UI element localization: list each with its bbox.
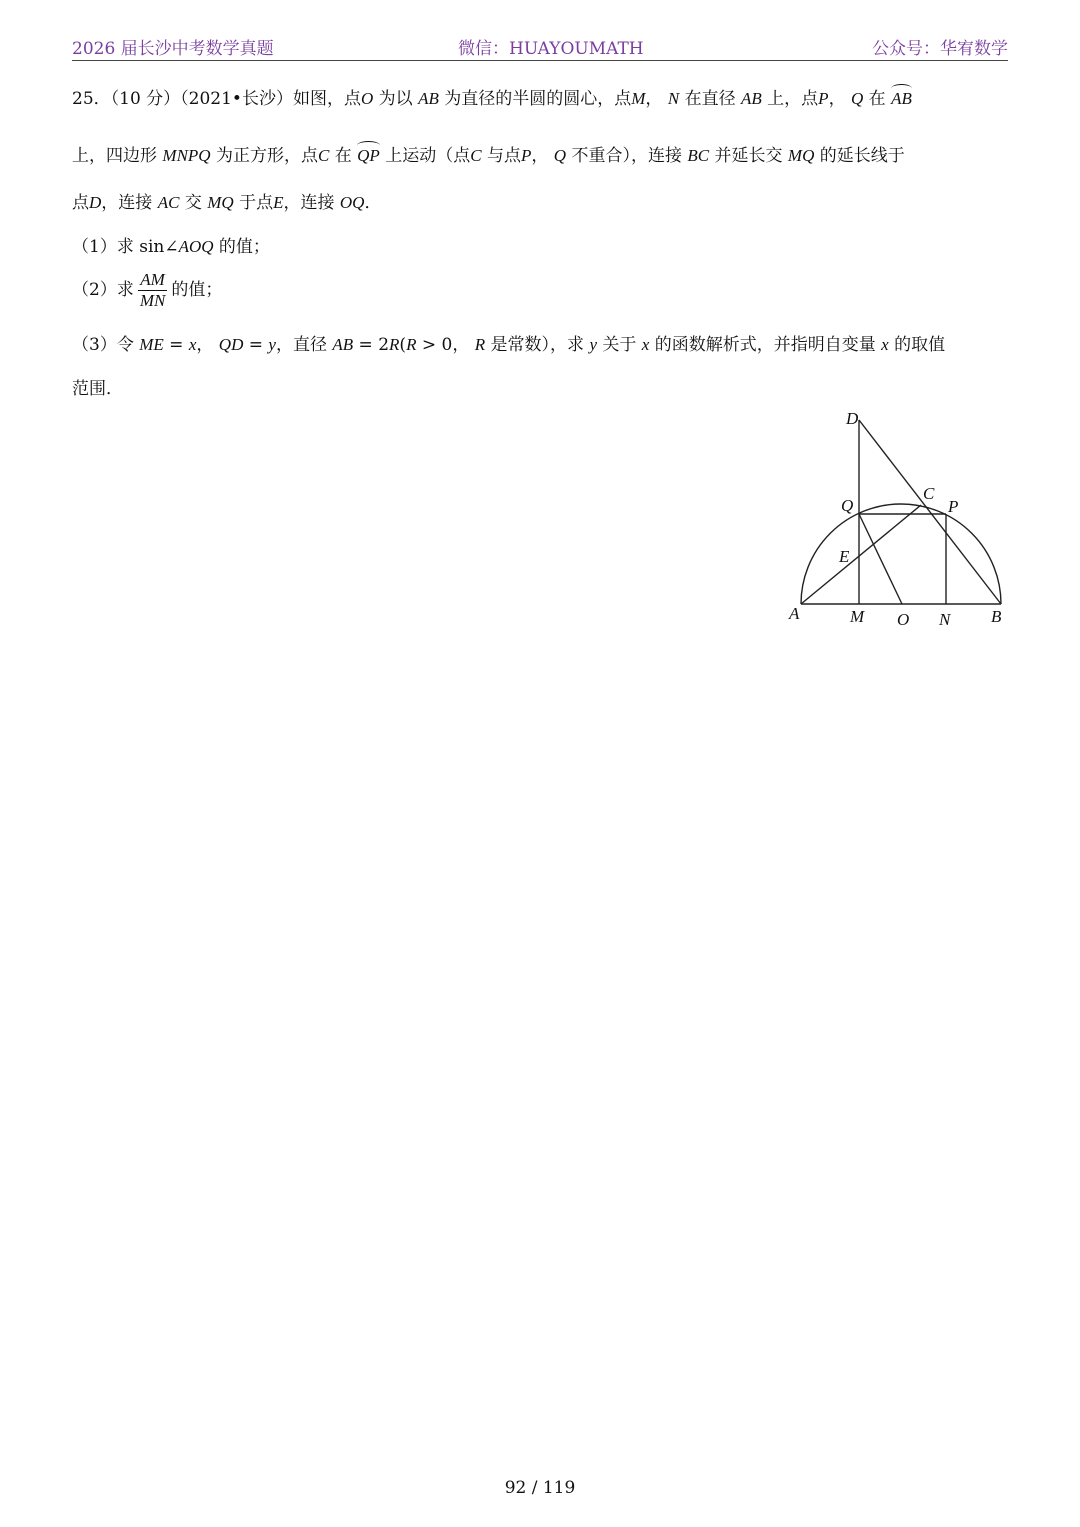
point-label-p: P [948,497,959,516]
fraction-am-mn: $\frac{AM}{MN}$ [139,270,166,310]
question-3-cont: 范围． [72,379,123,399]
question-3: （3）令 ME = x， QD = y，直径 AB = 2R(R > 0， R 是常数），求 y 关于 x 的函数解析式，并指明自变量 x 的取值 [72,335,946,355]
problem-line-1: 25．（10 分）（2021•长沙）如图，点O 为以 AB 为直径的半圆的圆心，点M， N 在直径 AB 上，点P， Q 在 AB [72,89,912,109]
problem-line-3: 点D，连接 AC 交 MQ 于点E，连接 OQ． [72,193,382,213]
point-label-o: O [897,610,910,629]
point-label-n: N [939,610,951,629]
page-number: 92 / 119 [504,1478,576,1498]
question-1: （1）求 sin∠AOQ 的值； [72,237,270,257]
point-label-m: M [850,607,865,626]
problem-line-2: 上，四边形 MNPQ 为正方形，点C 在 QP 上运动（点C 与点P， Q 不重合），连接 BC 并延长交 MQ 的延长线于 [72,146,905,166]
header-account: 公众号：华宥数学 [872,39,1008,59]
header-wechat: 微信：HUAYOUMATH [458,39,644,59]
line-ac [801,505,921,604]
question-2: （2）求 $\frac{AM}{MN}$ 的值； [72,270,223,310]
line-qo [859,514,902,604]
line-db [859,420,1001,604]
page-header [72,30,1008,61]
geometry-figure [780,405,1020,635]
header-title: 2026 届长沙中考数学真题 [72,39,274,59]
point-label-b: B [991,607,1002,626]
point-label-c: C [923,484,935,503]
semicircle-arc [801,504,1001,604]
point-label-d: D [846,409,859,428]
point-label-a: A [789,604,800,623]
point-label-q: Q [841,496,854,515]
point-label-e: E [839,547,850,566]
